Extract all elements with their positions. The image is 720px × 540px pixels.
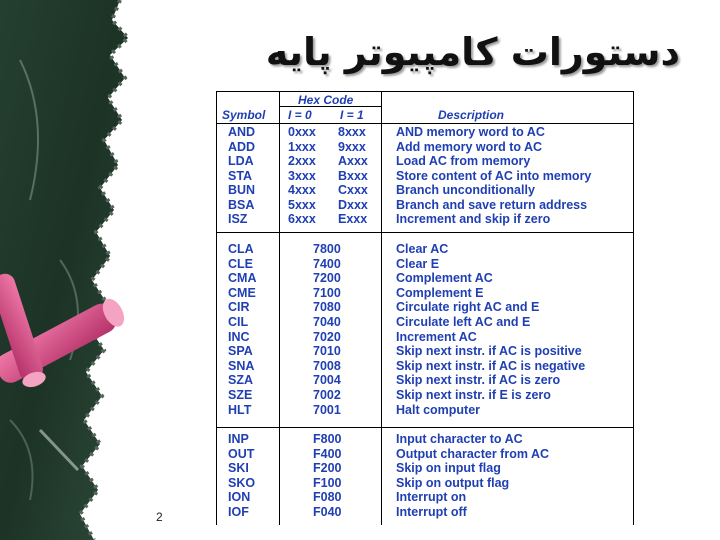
instruction-symbol: SKI bbox=[228, 461, 249, 476]
instruction-description: Increment and skip if zero bbox=[396, 212, 551, 226]
instruction-table bbox=[216, 91, 634, 525]
table-row bbox=[216, 359, 634, 374]
instruction-symbol: CLE bbox=[228, 256, 253, 271]
instruction-description: Interrupt off bbox=[396, 505, 467, 519]
hex-code-i1: Exxx bbox=[338, 212, 368, 226]
table-row bbox=[216, 315, 634, 330]
instruction-symbol: ION bbox=[228, 490, 251, 505]
instruction-symbol: SKO bbox=[228, 475, 256, 490]
instruction-symbol: BSA bbox=[228, 197, 255, 212]
instruction-symbol: SZA bbox=[228, 373, 253, 388]
header-hex-code: Hex Code bbox=[298, 93, 354, 107]
hex-code: 7020 bbox=[313, 329, 341, 344]
table-row bbox=[216, 403, 634, 418]
instruction-description: Clear E bbox=[396, 256, 440, 271]
table-row bbox=[216, 183, 634, 198]
table-row bbox=[216, 154, 634, 169]
instruction-symbol: IOF bbox=[228, 505, 249, 519]
hex-code: F040 bbox=[313, 505, 342, 519]
hex-code: F400 bbox=[313, 446, 342, 461]
instruction-symbol: SPA bbox=[228, 344, 253, 359]
hex-code-i1: 8xxx bbox=[338, 125, 366, 139]
table-row bbox=[216, 198, 634, 213]
hex-code: F800 bbox=[313, 432, 342, 446]
hex-code: 7080 bbox=[313, 300, 341, 315]
table-row bbox=[216, 140, 634, 155]
chalkboard-decoration bbox=[0, 0, 190, 540]
instruction-symbol: ISZ bbox=[228, 212, 248, 226]
header-i0: I = 0 bbox=[288, 108, 312, 122]
instruction-symbol: CIL bbox=[228, 315, 249, 329]
instruction-symbol: INC bbox=[228, 329, 250, 344]
section-divider-io bbox=[216, 427, 634, 428]
instruction-symbol: SNA bbox=[228, 358, 255, 373]
table-row bbox=[216, 432, 634, 447]
instruction-description: Complement E bbox=[396, 285, 484, 300]
hex-code: 7200 bbox=[313, 271, 341, 286]
table-row bbox=[216, 447, 634, 462]
instruction-description: Increment AC bbox=[396, 329, 477, 344]
hex-code-i1: Cxxx bbox=[338, 183, 368, 197]
instruction-description: Complement AC bbox=[396, 271, 493, 286]
table-row bbox=[216, 125, 634, 140]
hex-code-i0: 0xxx bbox=[288, 125, 316, 139]
instruction-description: Skip next instr. if AC is positive bbox=[396, 344, 582, 359]
table-row bbox=[216, 286, 634, 301]
hex-code: 7400 bbox=[313, 256, 341, 271]
hex-code: F100 bbox=[313, 475, 342, 490]
instruction-description: Load AC from memory bbox=[396, 154, 531, 168]
instruction-description: Skip next instr. if AC is negative bbox=[396, 358, 586, 373]
instruction-symbol: CMA bbox=[228, 271, 257, 286]
hex-code: 7001 bbox=[313, 402, 341, 417]
table-row bbox=[216, 505, 634, 520]
instruction-description: AND memory word to AC bbox=[396, 125, 545, 139]
table-row bbox=[216, 330, 634, 345]
slide-title: دستورات کامپیوتر پایه bbox=[265, 30, 680, 74]
instruction-symbol: BUN bbox=[228, 183, 256, 197]
header-symbol: Symbol bbox=[222, 108, 266, 122]
table-row bbox=[216, 344, 634, 359]
hex-code-i0: 5xxx bbox=[288, 197, 316, 212]
instruction-description: Interrupt on bbox=[396, 490, 467, 505]
instruction-description: Clear AC bbox=[396, 242, 449, 256]
hex-code: 7040 bbox=[313, 315, 341, 329]
instruction-description: Circulate left AC and E bbox=[396, 315, 531, 329]
table-row bbox=[216, 242, 634, 257]
instruction-description: Input character to AC bbox=[396, 432, 523, 446]
table-row bbox=[216, 476, 634, 491]
hex-code: 7100 bbox=[313, 285, 341, 300]
hex-code-i1: 9xxx bbox=[338, 139, 366, 154]
instruction-description: Branch unconditionally bbox=[396, 183, 535, 197]
hex-code: F200 bbox=[313, 461, 342, 476]
header-bottom-border bbox=[216, 123, 634, 124]
instruction-description: Skip next instr. if AC is zero bbox=[396, 373, 561, 388]
slide-number: 2 bbox=[156, 510, 163, 524]
header-i1: I = 1 bbox=[340, 108, 364, 122]
hex-code-i0: 1xxx bbox=[288, 139, 316, 154]
instruction-description: Store content of AC into memory bbox=[396, 168, 592, 183]
instruction-symbol: SZE bbox=[228, 388, 253, 402]
instruction-symbol: STA bbox=[228, 168, 253, 183]
table-row bbox=[216, 490, 634, 505]
instruction-symbol: AND bbox=[228, 125, 256, 139]
instruction-symbol: CIR bbox=[228, 300, 250, 315]
table-row bbox=[216, 271, 634, 286]
table-row bbox=[216, 257, 634, 272]
instruction-symbol: LDA bbox=[228, 154, 254, 168]
instruction-description: Output character from AC bbox=[396, 446, 550, 461]
instruction-symbol: CME bbox=[228, 285, 256, 300]
hex-code: 7800 bbox=[313, 242, 341, 256]
hex-code-i0: 6xxx bbox=[288, 212, 316, 226]
section-divider-register bbox=[216, 232, 634, 233]
hex-code-i0: 3xxx bbox=[288, 168, 316, 183]
instruction-description: Add memory word to AC bbox=[396, 139, 543, 154]
instruction-symbol: ADD bbox=[228, 139, 256, 154]
hex-code-i1: Dxxx bbox=[338, 197, 368, 212]
instruction-symbol: CLA bbox=[228, 242, 254, 256]
hex-code: 7010 bbox=[313, 344, 341, 359]
hex-code: 7008 bbox=[313, 358, 341, 373]
header-description: Description bbox=[438, 108, 505, 122]
hex-code-i0: 4xxx bbox=[288, 183, 316, 197]
instruction-symbol: INP bbox=[228, 432, 249, 446]
hex-code-i1: Bxxx bbox=[338, 168, 368, 183]
instruction-description: Skip next instr. if E is zero bbox=[396, 388, 551, 402]
instruction-description: Halt computer bbox=[396, 402, 481, 417]
instruction-description: Skip on input flag bbox=[396, 461, 501, 476]
table-row bbox=[216, 388, 634, 403]
hex-code: 7002 bbox=[313, 388, 341, 402]
instruction-description: Circulate right AC and E bbox=[396, 300, 540, 315]
table-row bbox=[216, 300, 634, 315]
instruction-symbol: OUT bbox=[228, 446, 255, 461]
table-row bbox=[216, 212, 634, 227]
table-row bbox=[216, 373, 634, 388]
hex-code-i0: 2xxx bbox=[288, 154, 316, 168]
instruction-symbol: HLT bbox=[228, 402, 252, 417]
table-row bbox=[216, 169, 634, 184]
table-row bbox=[216, 461, 634, 476]
hex-code: 7004 bbox=[313, 373, 341, 388]
instruction-description: Skip on output flag bbox=[396, 475, 510, 490]
instruction-description: Branch and save return address bbox=[396, 197, 588, 212]
hex-code: F080 bbox=[313, 490, 342, 505]
hex-code-i1: Axxx bbox=[338, 154, 368, 168]
